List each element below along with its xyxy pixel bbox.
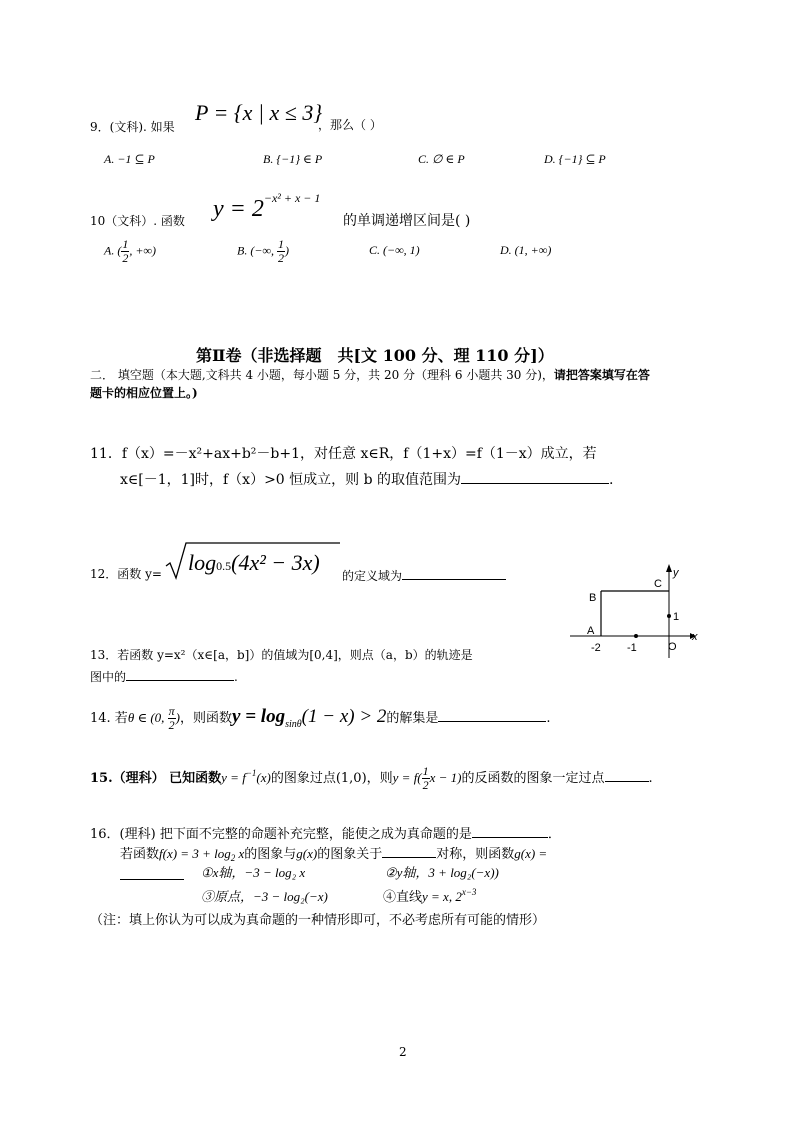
q13-line2-wrap: [90, 666, 238, 685]
q12-radicand-sub: 0.5: [216, 559, 232, 573]
q10-func-base: y = 2: [213, 196, 264, 222]
q15-f1-sup: −1: [245, 768, 257, 778]
section2-instructions: [90, 366, 650, 383]
q10-func-exp: −x² + x − 1: [263, 191, 321, 205]
point-y1: [667, 614, 671, 618]
q14-close: ): [175, 710, 181, 725]
q16-line2-c: 的图象关于: [317, 847, 383, 862]
q16-line3: [120, 865, 184, 884]
q15-f1: y = f: [221, 770, 246, 785]
q15-line: [90, 765, 653, 792]
q11-end: .: [609, 472, 614, 488]
q10-option-b-num: 1: [277, 237, 284, 251]
section2-instr-normal: 二． 填空题（本大题,文科共 4 小题，每小题 5 分，共 20 分（理科 6 小题共 30 分)，: [90, 368, 554, 382]
q16-option-4: [383, 886, 476, 905]
label-neg2: -2: [591, 642, 601, 654]
q15-suffix: 的反函数的图象一定过点: [461, 771, 605, 786]
q10-function: [213, 191, 321, 223]
q14-suffix: 的解集是: [386, 711, 439, 726]
q16-answer-blank-2[interactable]: [382, 843, 436, 858]
q16-option-4-pre: ④直线: [383, 890, 423, 905]
q10-option-b-pre: B. (−∞,: [237, 243, 277, 258]
q14-pi: π: [168, 704, 175, 718]
q9-option-c: C. ∅ ∈ P: [418, 152, 465, 166]
q12-suffix-wrap: [342, 565, 506, 584]
q15-frac-den: 2: [422, 778, 429, 792]
q10-option-b-den: 2: [277, 251, 284, 265]
q12-suffix: 的定义域为: [342, 569, 403, 583]
q10-option-a-post: , +∞): [129, 243, 156, 258]
section2-instr-bold-cont: 题卡的相应位置上。): [90, 386, 198, 400]
q15-frac-num: 1: [422, 764, 429, 778]
page-number: 2: [399, 1045, 407, 1059]
q11-answer-blank[interactable]: [461, 469, 609, 484]
q13-answer-blank[interactable]: [126, 666, 234, 681]
q10-prefix: 10（文科）. 函数: [90, 214, 185, 228]
label-c: C: [654, 578, 662, 590]
q14-line: [90, 705, 551, 732]
label-x: x: [692, 631, 698, 643]
q16-option-1: ①x轴，−3 − log₂ x: [201, 865, 306, 880]
q12-radicand-arg: (4x² − 3x): [231, 550, 320, 575]
q14-theta-cond: θ ∈ (0,: [127, 710, 168, 725]
q15-frac: [422, 765, 430, 792]
q11-line2-text: x∈[－1，1]时，f（x）>0 恒成立，则 b 的取值范围为: [120, 472, 462, 488]
q16-line2-sub: 2: [230, 853, 236, 863]
q14-ineq-rest: (1 − x) > 2: [301, 706, 387, 727]
section2-title: 第Ⅱ卷（非选择题 共[文 100 分、理 110 分]）: [196, 346, 554, 365]
q10-option-a-num: 1: [122, 237, 129, 251]
q9-option-b: B. {−1} ∈ P: [263, 152, 323, 166]
q11-line1: 11．f（x）=－x²+ax+b²－b+1，对任意 x∈R，f（1+x）=f（1－x）成立，若: [90, 446, 597, 462]
q16-line2-x: x: [235, 846, 245, 861]
q10-option-a: [104, 238, 156, 265]
q9-prefix: 9．(文科). 如果: [90, 120, 175, 134]
q10-option-b: [237, 238, 289, 265]
q16-option-2: ②y轴，3 + log₂(−x)): [385, 865, 499, 880]
q16-answer-blank-3[interactable]: [120, 865, 184, 880]
q15-f2-rest: x − 1): [429, 770, 462, 785]
label-origin: O: [668, 641, 677, 653]
q10-option-a-pre: A. (: [104, 243, 122, 258]
q10-option-c: C. (−∞, 1): [369, 243, 420, 257]
q15-prefix: 15.（理科） 已知函数: [90, 771, 222, 786]
q14-ineq-sub: sinθ: [285, 719, 302, 730]
q9-set-expression: P = {x | x ≤ 3}: [195, 100, 323, 125]
q16-line1-text: 16．(理科) 把下面不完整的命题补充完整，能使之成为真命题的是: [90, 827, 472, 842]
q14-pi-frac: [168, 705, 176, 732]
q16-answer-blank-1[interactable]: [472, 823, 548, 838]
q16-line2-b: 的图象与: [244, 847, 297, 862]
q13-figure: [568, 560, 703, 660]
q16-option-4-sup: x−3: [461, 887, 477, 897]
q16-line2: [120, 843, 547, 862]
q10-option-d: D. (1, +∞): [500, 243, 552, 257]
q9-suffix: ，那么（ ）: [318, 118, 382, 132]
q15-end: .: [648, 771, 653, 786]
q13-end: .: [234, 670, 238, 684]
y-axis-arrow: [666, 564, 672, 572]
q14-two: 2: [168, 718, 175, 732]
q15-mid: 的图象过点(1,0)，则: [270, 771, 393, 786]
q10-option-b-post: ): [284, 243, 289, 258]
q16-line1: [90, 823, 561, 842]
q9-option-d: D. {−1} ⊆ P: [544, 152, 606, 166]
label-a: A: [587, 625, 595, 637]
q16-option-3: ③原点，−3 − log₂(−x): [201, 889, 328, 904]
q12-sqrt-expression: [164, 540, 342, 586]
q14-prefix: 14. 若: [90, 711, 128, 726]
q11-line2: [120, 469, 613, 489]
q12-radicand-log: log: [188, 550, 217, 575]
label-one: 1: [673, 611, 680, 623]
q9-option-a: A. −1 ⊆ P: [104, 152, 155, 166]
q15-answer-blank[interactable]: [605, 767, 649, 782]
q16-option-4-math: y = x, 2: [422, 889, 462, 904]
q14-ineq-log: y = log: [232, 706, 286, 727]
label-b: B: [589, 592, 597, 604]
q12-prefix: 12．函数 y=: [90, 567, 162, 581]
q15-f1-rest: (x): [256, 770, 271, 785]
q16-line2-g2: g(x) =: [514, 846, 548, 861]
q10-option-b-frac: [277, 238, 285, 265]
q12-answer-blank[interactable]: [402, 565, 506, 580]
label-y: y: [673, 567, 679, 579]
section2-instr-bold: 请把答案填写在答: [553, 368, 650, 382]
q16-line2-a: 若函数: [120, 847, 160, 862]
q16-line1-end: ．: [547, 827, 561, 842]
q15-f2: y = f(: [392, 770, 422, 785]
q13-line2: 图中的: [90, 670, 127, 684]
q14-mid: ，则函数: [180, 711, 233, 726]
q16-note: （注：填上你认为可以成为真命题的一种情形即可，不必考虑所有可能的情形）: [90, 913, 546, 928]
q16-line2-g: g(x): [296, 846, 318, 861]
q10-option-a-den: 2: [122, 251, 129, 265]
point-neg1: [634, 634, 638, 638]
label-neg1: -1: [627, 642, 637, 654]
q14-end: .: [546, 711, 551, 726]
q16-line2-f: f(x) = 3 + log: [159, 846, 231, 861]
q16-line2-d: 对称，则函数: [436, 847, 515, 862]
q9-stem: [90, 118, 175, 135]
q12-radicand: [188, 550, 320, 576]
q14-answer-blank[interactable]: [438, 707, 546, 722]
q13-line1: 13．若函数 y=x²（x∈[a，b]）的值域为[0,4]，则点（a，b）的轨迹是: [90, 648, 473, 662]
q10-suffix: 的单调递增区间是( ): [343, 213, 471, 229]
